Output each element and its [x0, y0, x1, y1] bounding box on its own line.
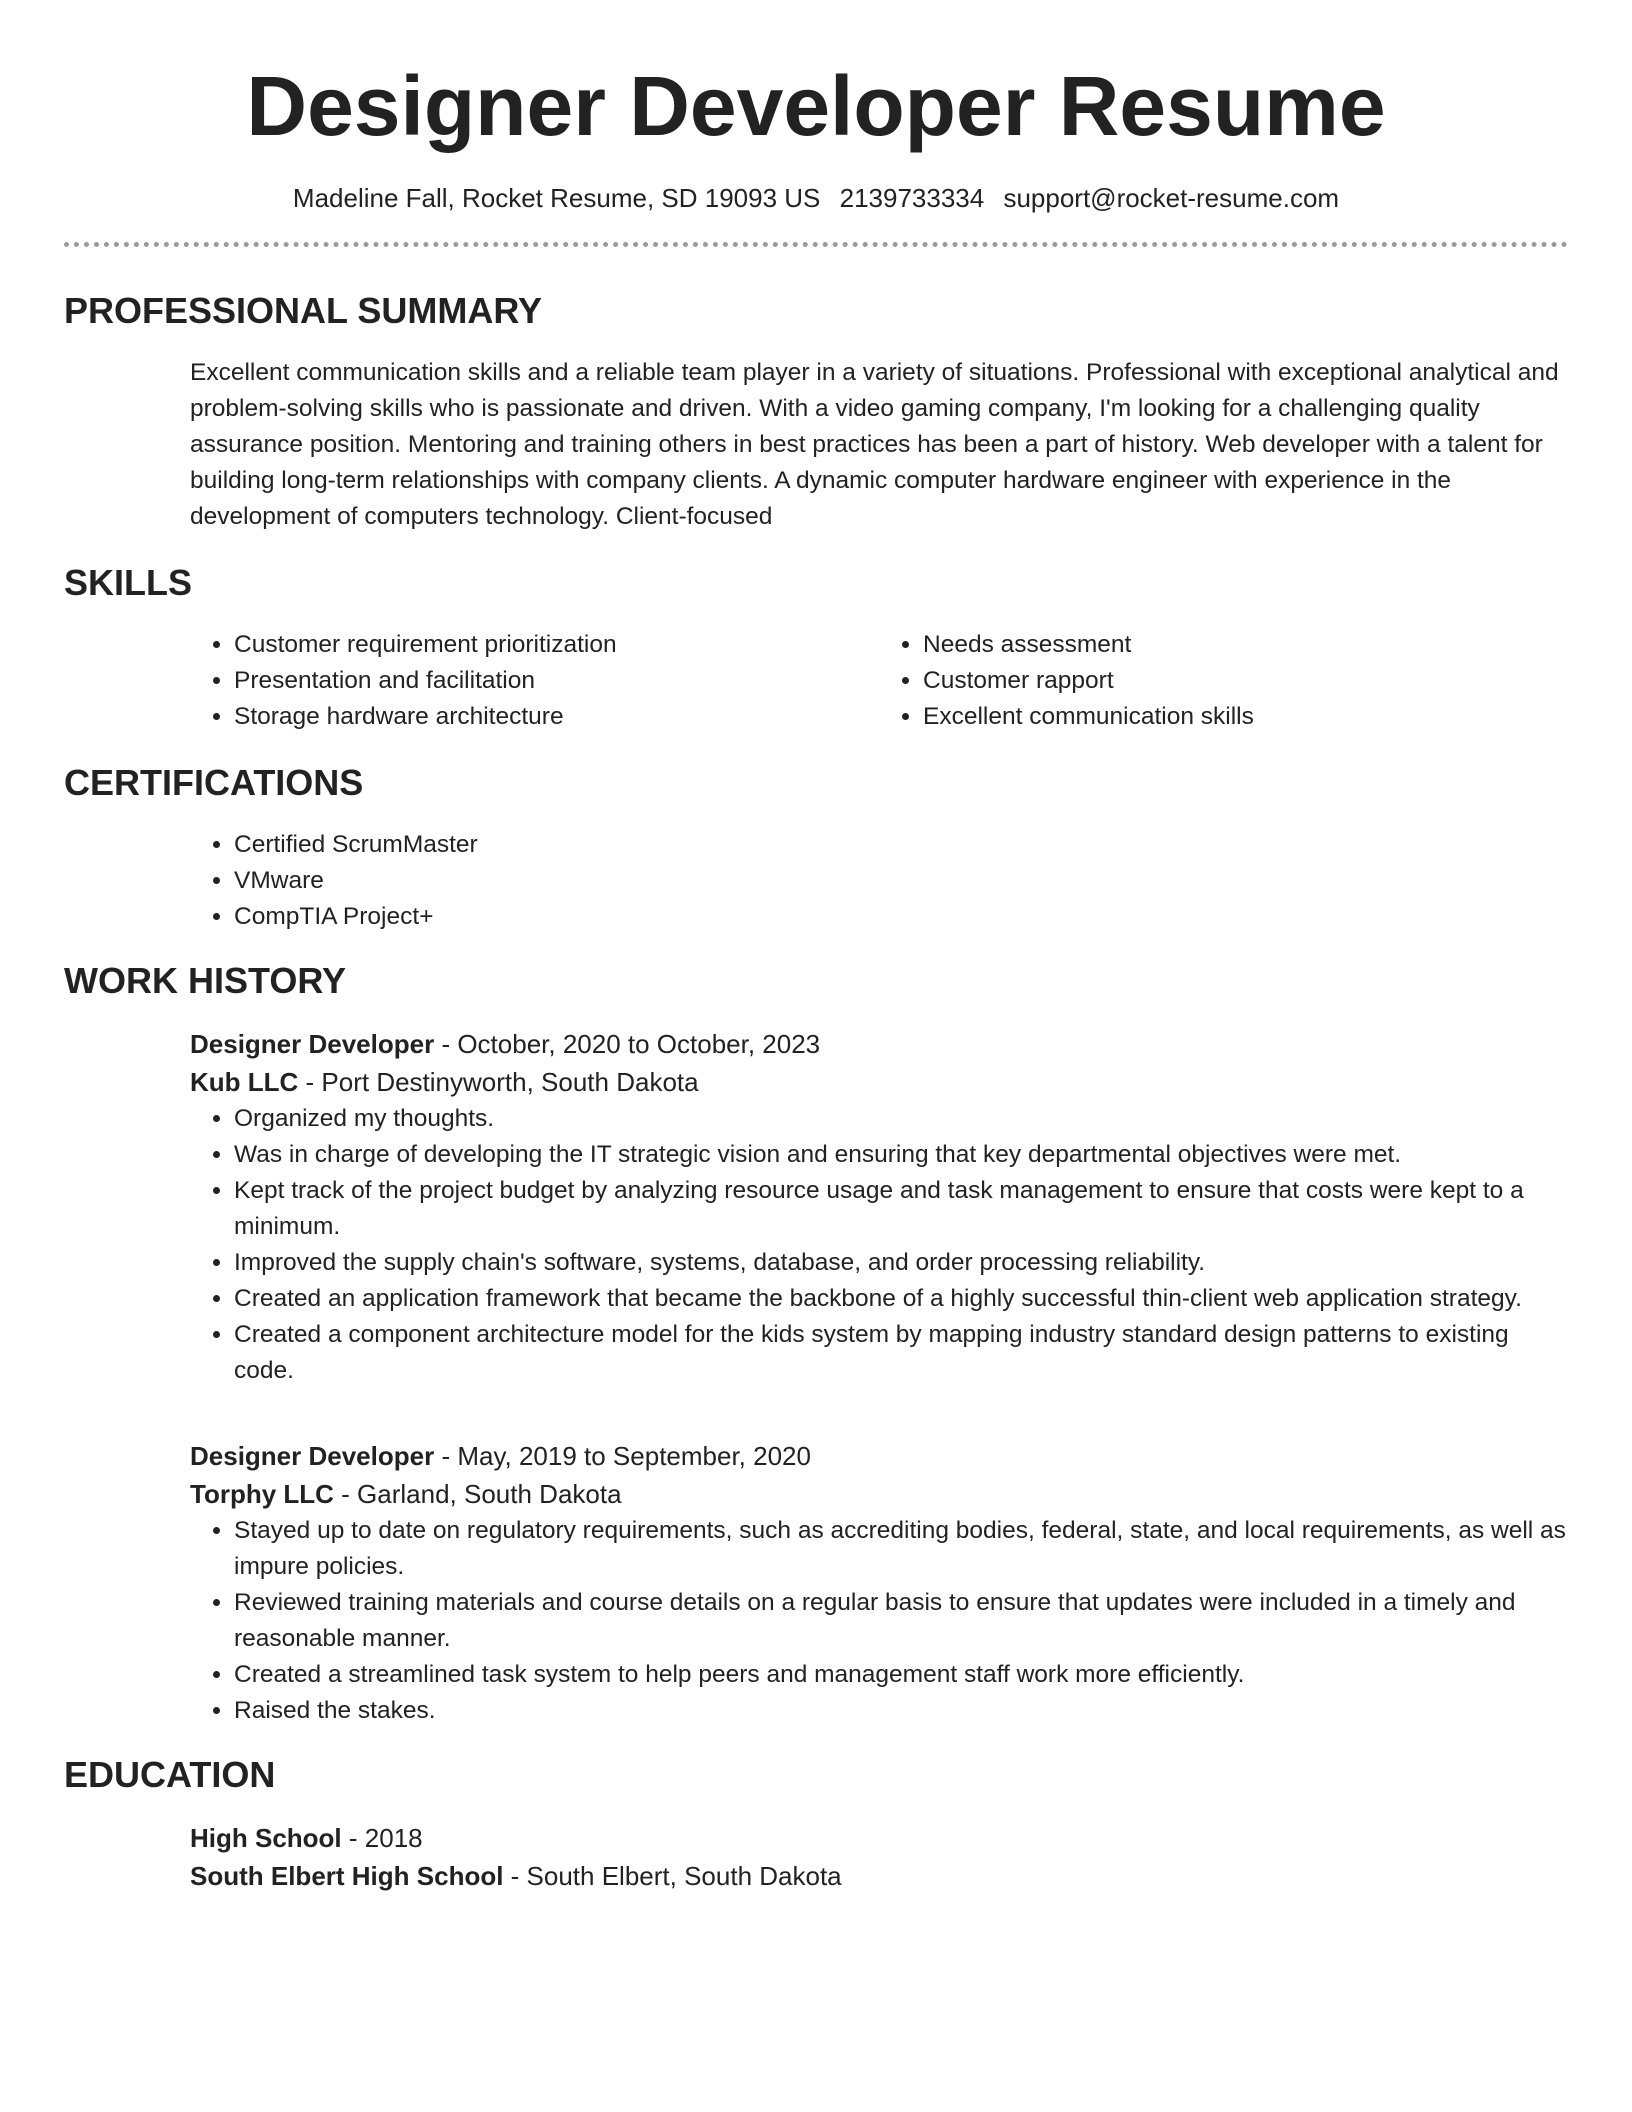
education-entry — [190, 1819, 1568, 1895]
education-section — [64, 1753, 1568, 1895]
work-history-section — [64, 959, 1568, 1729]
certification-item: • Certified ScrumMaster — [234, 827, 1568, 863]
job-duty-item: • Was in charge of developing the IT strategic vision and ensuring that key departmental objectives were met. — [234, 1137, 1568, 1173]
contact-phone: 2139733334 — [839, 183, 985, 213]
skill-item: • Excellent communication skills — [923, 699, 1568, 735]
job-duty-item: • Kept track of the project budget by analyzing resource usage and task management to ensure that costs were kept to a minimum. — [234, 1173, 1568, 1245]
skills-list-left — [190, 627, 879, 735]
skill-item: • Presentation and facilitation — [234, 663, 879, 699]
job-dates: - October, 2020 to October, 2023 — [434, 1029, 821, 1059]
contact-line — [64, 180, 1568, 216]
skill-item: • Needs assessment — [923, 627, 1568, 663]
skill-item: • Storage hardware architecture — [234, 699, 879, 735]
certification-item: • CompTIA Project+ — [234, 899, 1568, 935]
contact-address: Madeline Fall, Rocket Resume, SD 19093 US — [292, 183, 821, 213]
job-duty-item: • Organized my thoughts. — [234, 1101, 1568, 1137]
certifications-section — [64, 761, 1568, 935]
certifications-heading: CERTIFICATIONS — [64, 762, 364, 803]
certifications-list — [190, 827, 1568, 935]
education-location: - South Elbert, South Dakota — [503, 1861, 842, 1891]
skills-section — [64, 561, 1568, 735]
skills-list-right — [879, 627, 1568, 735]
job-duty-item: • Improved the supply chain's software, systems, database, and order processing reliability. — [234, 1245, 1568, 1281]
education-degree: High School — [190, 1823, 342, 1853]
job-duty-item: • Stayed up to date on regulatory requirements, such as accrediting bodies, federal, state, and local requirements, as well as impure policies. — [234, 1513, 1568, 1585]
resume-title: Designer Developer Resume — [246, 59, 1386, 153]
job-entry — [190, 1437, 1568, 1729]
job-dates: - May, 2019 to September, 2020 — [434, 1441, 811, 1471]
education-school-line — [190, 1857, 1568, 1895]
job-company: Torphy LLC — [190, 1479, 334, 1509]
skill-item: • Customer rapport — [923, 663, 1568, 699]
contact-email[interactable]: support@rocket-resume.com — [1003, 183, 1340, 213]
job-entry — [190, 1025, 1568, 1389]
job-duty-item: • Created a component architecture model for the kids system by mapping industry standard design patterns to existing code. — [234, 1317, 1568, 1389]
job-title: Designer Developer — [190, 1441, 435, 1471]
header-divider — [64, 242, 1568, 247]
certification-item: • VMware — [234, 863, 1568, 899]
education-degree-line — [190, 1819, 1568, 1857]
work-history-heading: WORK HISTORY — [64, 960, 347, 1001]
skills-grid — [190, 627, 1568, 735]
job-company-line — [190, 1475, 1568, 1513]
job-duty-item: • Raised the stakes. — [234, 1693, 1568, 1729]
job-duties — [190, 1101, 1568, 1389]
skills-heading: SKILLS — [64, 562, 193, 603]
job-duties — [190, 1513, 1568, 1729]
summary-section — [64, 289, 1568, 535]
job-location: - Port Destinyworth, South Dakota — [298, 1067, 699, 1097]
summary-text: Excellent communication skills and a reliable team player in a variety of situations. Professional with exceptional analytical and problem-solving skills who is passionate and driven. With a video gaming company, I'm looking for a challenging quality assurance position. Mentoring and training others in best practices has been a part of history. Web developer with a talent for building long-term relationships with company clients. A dynamic computer hardware engineer with experience in the development of computers technology. Client-focused — [190, 359, 1559, 530]
job-title-line — [190, 1437, 1568, 1475]
job-title: Designer Developer — [190, 1029, 435, 1059]
education-school: South Elbert High School — [190, 1861, 504, 1891]
summary-heading: PROFESSIONAL SUMMARY — [64, 290, 543, 331]
job-company-line — [190, 1063, 1568, 1101]
skill-item: • Customer requirement prioritization — [234, 627, 879, 663]
education-year: - 2018 — [341, 1823, 423, 1853]
certifications-list-wrap — [190, 827, 1568, 935]
job-title-line — [190, 1025, 1568, 1063]
job-duty-item: • Created an application framework that became the backbone of a highly successful thin-client web application strategy. — [234, 1281, 1568, 1317]
job-duty-item: • Created a streamlined task system to help peers and management staff work more efficiently. — [234, 1657, 1568, 1693]
job-location: - Garland, South Dakota — [333, 1479, 622, 1509]
education-heading: EDUCATION — [64, 1754, 276, 1795]
job-duty-item: • Reviewed training materials and course details on a regular basis to ensure that updates were included in a timely and reasonable manner. — [234, 1585, 1568, 1657]
job-company: Kub LLC — [190, 1067, 299, 1097]
